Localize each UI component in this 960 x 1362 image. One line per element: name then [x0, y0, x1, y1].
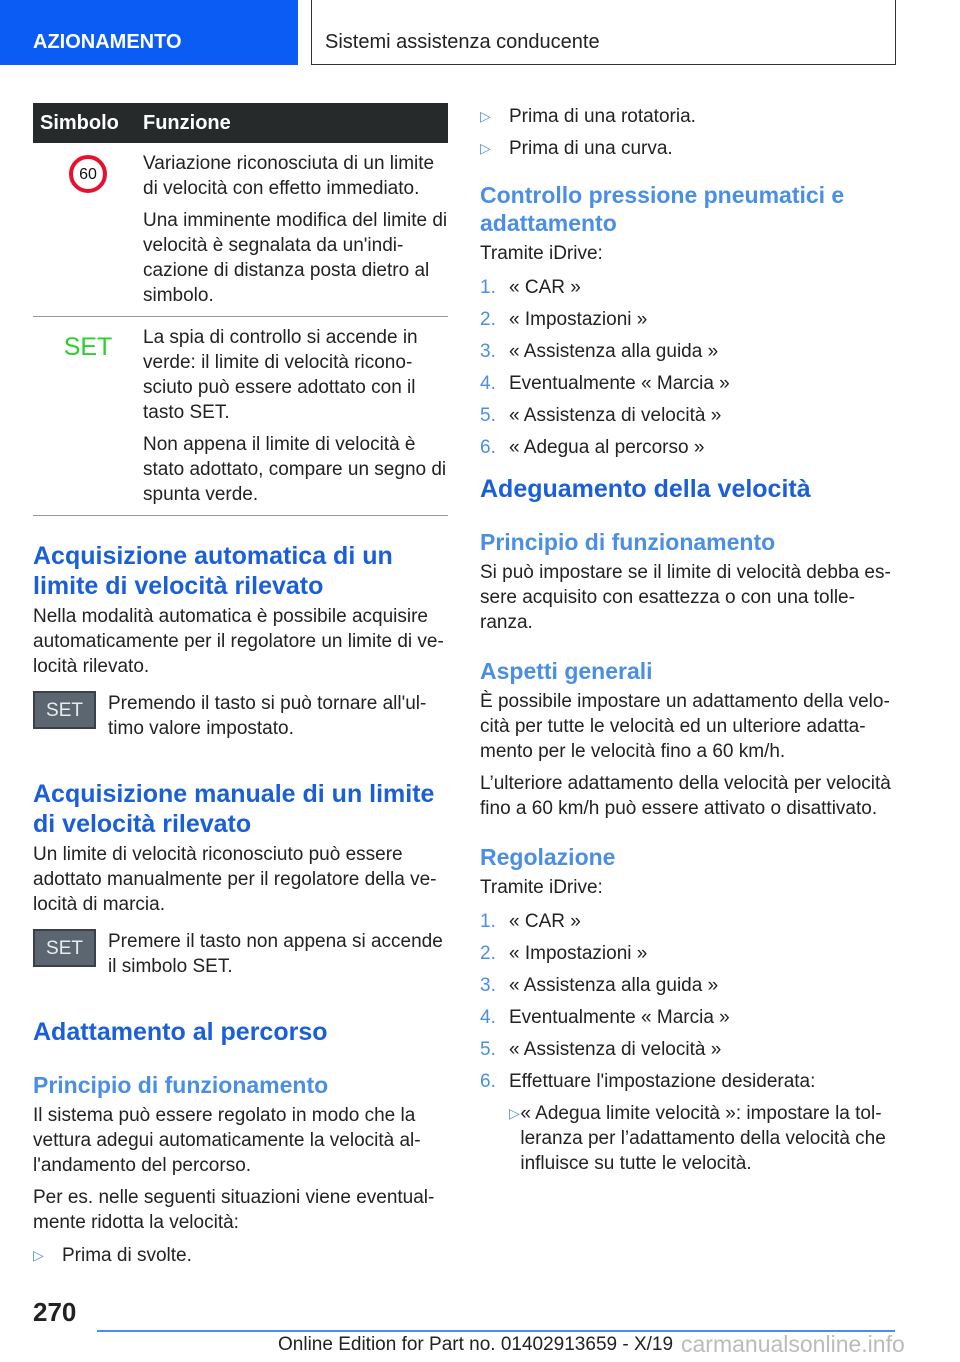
step-text: « Assistenza di velocità »: [509, 405, 722, 426]
step-number: 3.: [480, 341, 496, 362]
step-item: [480, 435, 895, 460]
paragraph: Si può impostare se il limite di velocità debba essere acquisito con esattezza o con una tolleranza.: [480, 562, 891, 633]
col-function: Funzione: [143, 111, 231, 134]
triangle-bullet-icon: ▷: [33, 1247, 44, 1263]
list-item: ▷ Prima di svolte.: [33, 1245, 192, 1266]
list-item: ▷ Prima di una rotatoria.: [480, 106, 696, 127]
note: Premendo il tasto si può tornare all'ultimo valore impostato.: [108, 693, 427, 739]
step-item: [480, 371, 895, 396]
paragraph: Tramite iDrive:: [480, 877, 603, 898]
step-item: [480, 339, 895, 364]
steps-list: [480, 909, 895, 1094]
row-text: Una imminente modifica del limite di velocità è segnalata da un'indicazione di distanza posta dietro al simbolo.: [143, 210, 448, 306]
triangle-bullet-icon: ▷: [480, 108, 491, 124]
step-item: [480, 1037, 895, 1062]
step-item: [480, 275, 895, 300]
speed-limit-sign-icon: 60: [69, 155, 107, 193]
paragraph: È possibile impostare un adattamento della velocità per tutte le velocità ed un ulteriore adattamento per le velocità fino a 60 km/h.: [480, 691, 890, 762]
row-text: Variazione riconosciuta di un limite di velocità con effetto immediato.: [143, 153, 435, 199]
heading-auto: Acquisizione automatica di un limite di velocità rilevato: [33, 542, 393, 600]
step-item: [480, 307, 895, 332]
watermark: carmanualsonline.info: [681, 1331, 905, 1357]
step-text: « Assistenza alla guida »: [509, 341, 719, 362]
page-number: 270: [33, 1297, 77, 1327]
paragraph: Un limite di velocità riconosciuto può essere adottato manualmente per il regolatore della velocità di marcia.: [33, 844, 437, 915]
triangle-bullet-icon: ▷: [509, 1105, 520, 1121]
step-item: [480, 973, 895, 998]
step-number: 6.: [480, 1071, 496, 1092]
step-number: 5.: [480, 405, 496, 426]
step-number: 2.: [480, 943, 496, 964]
step-item: [480, 1005, 895, 1030]
table-row: [33, 143, 448, 317]
step-item: [480, 909, 895, 934]
steps-list: [480, 275, 895, 460]
step-item: [480, 403, 895, 428]
table-header: [33, 103, 448, 143]
step-text: « Assistenza alla guida »: [509, 975, 719, 996]
col-symbol: Simbolo: [40, 111, 119, 134]
subheading: Principio di funzionamento: [33, 1072, 329, 1098]
left-column: [33, 103, 448, 1275]
chapter-title: Sistemi assistenza conducente: [311, 0, 896, 65]
list-item: ▷ Prima di una curva.: [480, 138, 673, 159]
right-column: [480, 104, 895, 1183]
row-text: La spia di controllo si accende in verde: il limite di velocità riconosciuto può essere adottato con il tasto SET.: [143, 327, 418, 423]
subheading: Aspetti generali: [480, 658, 653, 684]
table-row: [33, 317, 448, 516]
step-number: 4.: [480, 373, 496, 394]
step-text: Eventualmente « Marcia »: [509, 1007, 730, 1028]
subheading: Principio di funzionamento: [480, 529, 776, 555]
set-button-icon: SET: [33, 691, 96, 729]
paragraph: Il sistema può essere regolato in modo che la vettura adegui automaticamente la velocità all'andamento del percorso.: [33, 1105, 421, 1176]
step-text: « Assistenza di velocità »: [509, 1039, 722, 1060]
paragraph: Nella modalità automatica è possibile acquisire automaticamente per il regolatore un limite di velocità rilevato.: [33, 606, 444, 677]
paragraph: Tramite iDrive:: [480, 243, 603, 264]
step-number: 3.: [480, 975, 496, 996]
step-number: 5.: [480, 1039, 496, 1060]
step-item: [480, 1069, 895, 1094]
edition-text: Online Edition for Part no. 01402913659 - X/19: [278, 1334, 674, 1355]
step-text: « CAR »: [509, 277, 581, 298]
step-number: 1.: [480, 911, 496, 932]
set-button-icon: SET: [33, 929, 96, 967]
triangle-bullet-icon: ▷: [480, 140, 491, 156]
step-number: 6.: [480, 437, 496, 458]
heading-route: Adattamento al percorso: [33, 1018, 328, 1046]
section-tab: AZIONAMENTO: [0, 0, 298, 65]
heading-speed: Adeguamento della velocità: [480, 475, 811, 503]
step-text: Effettuare l'impostazione desiderata:: [509, 1071, 816, 1092]
paragraph: L’ulteriore adattamento della velocità per velocità fino a 60 km/h può essere attivato o disattivato.: [480, 773, 891, 819]
row-text: Non appena il limite di velocità è stato adottato, compare un segno di spunta verde.: [143, 434, 447, 505]
step-number: 1.: [480, 277, 496, 298]
step-number: 4.: [480, 1007, 496, 1028]
step-number: 2.: [480, 309, 496, 330]
step-text: « CAR »: [509, 911, 581, 932]
heading-tyre: Controllo pressione pneumatici e adattamento: [480, 182, 845, 236]
step-item: [480, 941, 895, 966]
list-item: ▷ « Adegua limite velocità »: impostare la tolleranza per l’adattamento della velocità che influisce su tutte le velocità.: [509, 1103, 886, 1174]
subheading: Regolazione: [480, 844, 616, 870]
step-text: « Impostazioni »: [509, 943, 648, 964]
heading-manual: Acquisizione manuale di un limite di velocità rilevato: [33, 780, 435, 838]
step-text: « Adegua al percorso »: [509, 437, 705, 458]
step-text: « Impostazioni »: [509, 309, 648, 330]
note: Premere il tasto non appena si accende il simbolo SET.: [108, 931, 443, 977]
paragraph: Per es. nelle seguenti situazioni viene eventualmente ridotta la velocità:: [33, 1187, 435, 1233]
step-text: Eventualmente « Marcia »: [509, 373, 730, 394]
set-indicator-icon: SET: [63, 333, 113, 361]
